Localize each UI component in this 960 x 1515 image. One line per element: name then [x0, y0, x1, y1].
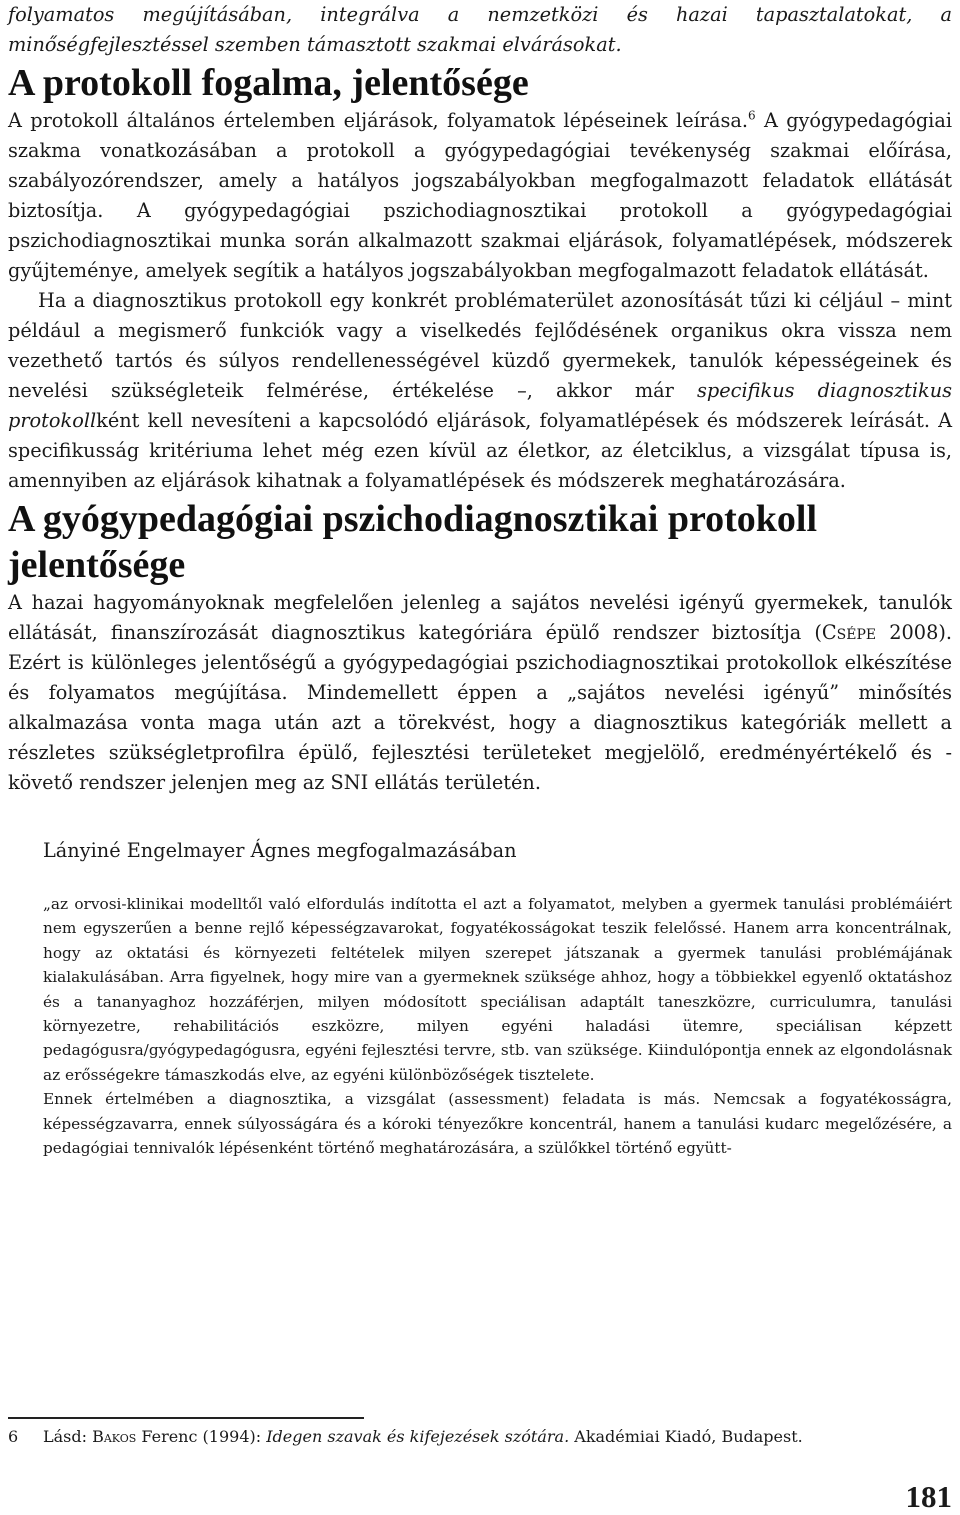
- footnote-number: 6: [8, 1427, 19, 1446]
- paragraph-protokoll-definition: A protokoll általános értelemben eljárások, folyamatok lépéseinek leírása.$^6$ A gyógypedagógiai szakma vonatkozásában a protokoll a gyógypedagógiai tevékenység szakmai előírása, szabályozórendszer, amely a hatályos jogszabályokban megfogalmazott feladatok ellátását biztosítja. A gyógypedagógiai pszichodiagnosztikai protokoll a gyógypedagógiai pszichodiagnosztikai munka során alkalmazott szakmai eljárások, folyamatlépések, módszerek gyűjteménye, amelyek segítik a hatályos jogszabályokban megfogalmazott feladatok ellátását.: [8, 108, 952, 282]
- document-page: [8, 0, 952, 1515]
- footnote-6: 6 Lásd: Bakos Ferenc (1994): Idegen szavak és kifejezések szótára. Akadémiai Kiadó, Budapest.: [8, 1427, 803, 1446]
- paragraph-hazai-hagyomanyok: A hazai hagyományoknak megfelelően jelenleg a sajátos nevelési igényű gyermekek, tanulók ellátását, finanszírozását diagnosztikus kategóriára épülő rendszer biztosítja (Csépe 2008). Ezért is különleges jelentőségű a gyógypedagógiai pszichodiagnosztikai protokollok elkészítése és folyamatos megújítása. Mindemellett éppen a „sajátos nevelési igényű” minősítés alkalmazása vonta maga után azt a törekvést, hogy a diagnosztikus kategóriák mellett a részletes szükségletprofilra épülő, fejlesztési területeket megjelölő, eredményértékelő és -követő rendszer jelenjen meg az SNI ellátás területén.: [8, 591, 952, 794]
- quote-paragraph-2: Ennek értelmében a diagnosztika, a vizsgálat (assessment) feladata is más. Nemcsak a fogyatékosságra, képességzavarra, ennek súlyosságára és a kóroki tényezőkre koncentrál, hanem a tanulási kudarc megelőzésére, a pedagógiai tennivalók lépésenként történő meghatározására, a szülőkkel történő együtt-: [43, 1090, 952, 1158]
- block-quote: [43, 892, 952, 1160]
- author-csepe: Csépe: [821, 621, 877, 644]
- page-number: 181: [905, 1479, 952, 1514]
- footnote-reference[interactable]: 6: [748, 108, 756, 123]
- footnote-separator: [8, 1417, 364, 1419]
- footnote-book-title: Idegen szavak és kifejezések szótára.: [266, 1427, 570, 1446]
- paragraph-specifikus-protokoll: Ha a diagnosztikus protokoll egy konkrét problématerület azonosítását tűzi ki céljául – mint például a megismerő funkciók vagy a viselkedés fejlődésének organikus okra vissza nem vezethető tartós és súlyos rendellenességével küzdő gyermekek, tanulók képességeinek és nevelési szükségleteik felmérése, értékelése –, akkor már specifikus diagnosztikus protokollként kell nevesíteni a kapcsolódó eljárások, folyamatlépések és módszerek leírását. A specifikusság kritériuma lehet még ezen kívül az életkor, az életciklus, a vizsgálat típusa is, amennyiben az eljárások kihatnak a folyamatlépések és módszerek meghatározására.: [8, 289, 953, 492]
- quote-paragraph-1: „az orvosi-klinikai modelltől való elfordulás indította el azt a folyamatot, melyben a gyermek tanulási problémáiért nem egyszerűen a benne rejlő képességzavarokat, fogyatékosságokat teszik felelőssé. Hanem arra koncentrálnak, hogy az oktatási és környezeti feltételek milyen szerepet játszanak a gyermek tanulási problémájának kialakulásában. Arra figyelnek, hogy mire van a gyermeknek szüksége ahhoz, hogy a többiekkel egyenlő oktatáshoz és a tananyaghoz hozzáférjen, milyen módosított speciálisan adaptált taneszközre, curriculumra, tanulási környezetre, rehabilitációs eszközre, milyen egyéni haladási ütemre, speciálisan képzett pedagógusra/gyógypedagógusra, egyéni fejlesztési tervre, stb. van szüksége. Kiindulópontja ennek az elgondolásnak az erősségekre támaszkodás elve, az egyéni különbözőségek tisztelete.: [43, 895, 952, 1084]
- top-paragraph: folyamatos megújításában, integrálva a nemzetközi és hazai tapasztalatokat, a minőségfejlesztéssel szemben támasztott szakmai elvárásokat.: [8, 3, 952, 56]
- quote-introduction: Lányiné Engelmayer Ágnes megfogalmazásában: [43, 839, 517, 862]
- heading-pszichodiagnosztikai-protokoll: A gyógypedagógiai pszichodiagnosztikai protokoll jelentősége: [8, 498, 818, 586]
- emphasis-specifikus-protokoll: specifikus diagnosztikus protokoll: [8, 379, 953, 432]
- heading-protokoll-fogalma: A protokoll fogalma, jelentősége: [8, 62, 529, 104]
- author-bakos: Bakos: [92, 1427, 137, 1446]
